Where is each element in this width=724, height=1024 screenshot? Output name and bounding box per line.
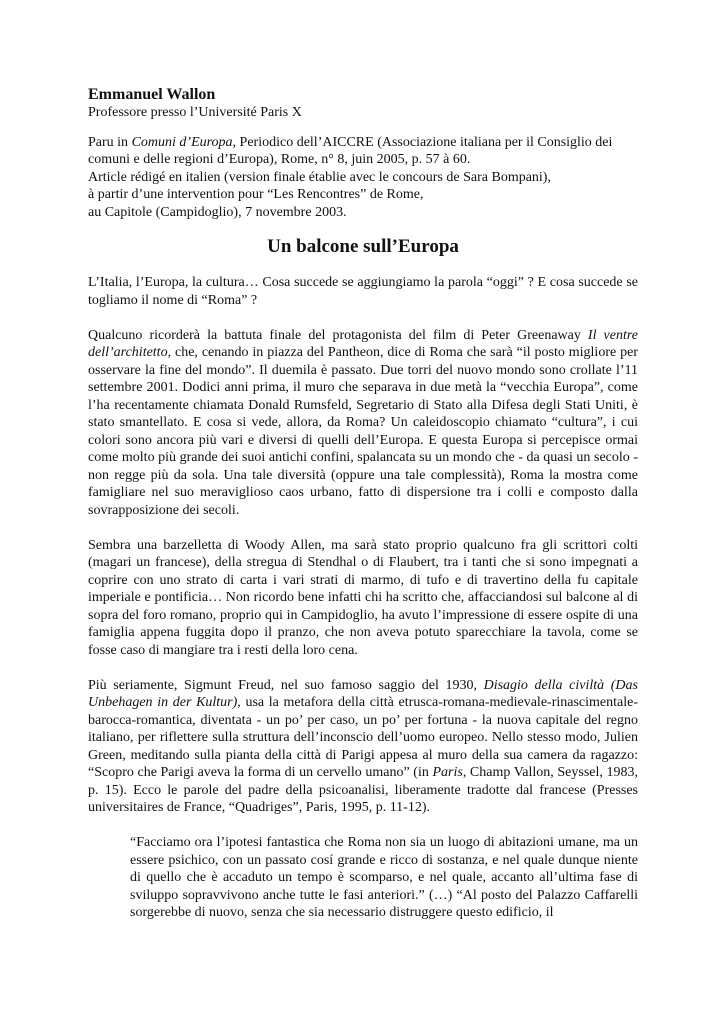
publication-line-2: Article rédigé en italien (version finale établie avec le concours de Sara Bompani), xyxy=(88,169,551,185)
publication-line-1: Paru in Comuni d’Europa, Periodico dell’AICCRE (Associazione italiana per il Consiglio dei comuni e delle regioni d’Europa), Rome, n° 8, juin 2005, p. 57 à 60. xyxy=(88,134,613,167)
journal-title: Comuni d’Europa xyxy=(131,134,233,150)
film-title: Il ventre dell’architetto xyxy=(88,327,638,360)
document-page xyxy=(88,86,638,936)
publication-line-3: à partir d’une intervention pour “Les Rencontres” de Rome, xyxy=(88,187,424,202)
paragraph-1: L’Italia, l’Europa, la cultura… Cosa succede se aggiungiamo la parola “oggi” ? E cosa succede se togliamo il nome di “Roma” ? xyxy=(88,275,638,308)
author-affiliation: Professore presso l’Université Paris X xyxy=(88,105,302,120)
essay-title: Disagio della civiltà (Das Unbehagen in der Kultur) xyxy=(88,677,638,710)
author-name: Emmanuel Wallon xyxy=(88,86,216,103)
publication-info xyxy=(88,134,638,222)
paragraph-4: Più seriamente, Sigmunt Freud, nel suo famoso saggio del 1930, Disagio della civiltà (Das Unbehagen in der Kultur), usa la metafora della città etrusca-romana-medievale-rinascimentale-barocca-romantica, diventata - un po’ per caso, un po’ per fortuna - la nuova capitale del regno italiano, per riflettere sulla struttura dell’inconscio dell’uomo europeo. Nello stesso modo, Julien Green, meditando sulla pianta della città di Parigi appesa al muro della sua camera da ragazzo: “Scopro che Parigi aveva la forma di un cervello umano” (in Paris, Champ Vallon, Seyssel, 1983, p. 15). Ecco le parole del padre della psicoanalisi, liberamente tradotte dal francese (Presses universitaires de France, “Quadriges”, Paris, 1995, p. 11-12). xyxy=(88,677,638,815)
article-title: Un balcone sull’Europa xyxy=(267,236,459,257)
block-quote: “Facciamo ora l’ipotesi fantastica che Roma non sia un luogo di abitazioni umane, ma un essere psichico, con un passato cosí grande e ricco di sostanza, e nel quale dunque niente di quello che è accaduto un tempo è scomparso, e nel quale, accanto all’ultima fase di sviluppo sopravvivono anche tutte le fasi anteriori.” (…) “Al posto del Palazzo Caffarelli sorgerebbe di nuovo, senza che sia necessario distruggere questo edificio, il xyxy=(130,835,638,920)
paragraph-2: Qualcuno ricorderà la battuta finale del protagonista del film di Peter Greenaway Il ventre dell’architetto, che, cenando in piazza del Pantheon, dice di Roma che sarà “il posto migliore per osservare la fine del mondo”. Il duemila è passato. Due torri del nuovo mondo sono crollate l’11 settembre 2001. Dodici anni prima, il muro che separava in due metà la “vecchia Europa”, come l’ha recentamente chiamata Donald Rumsfeld, Segretario di Stato alla Difesa degli Stati Uniti, è stato smantellato. E cosa si vede, allora, da Roma? Un caleidoscopio chiamato “cultura”, i cui colori sono ancora più vari e diversi di quelli dell’Europa. E questa Europa si percepisce ormai come molto più grande dei suoi antichi confini, spalancata su un mondo che - da quasi un secolo - non regge più da sola. Una tale diversità (oppure una tale complessità), Roma la mostra come famigliare nel suo meraviglioso caos urbano, fatto di dispersione tra i colli e composto dalla sovrapposizione dei secoli. xyxy=(88,327,638,518)
book-title: Paris xyxy=(432,765,463,780)
publication-line-4: au Capitole (Campidoglio), 7 novembre 2003. xyxy=(88,204,347,220)
paragraph-3: Sembra una barzelletta di Woody Allen, ma sarà stato proprio qualcuno fra gli scrittori colti (magari un francese), della stregua di Stendhal o di Flaubert, tra i tanti che si sono impegnati a coprire con uno strato di carta i vari strati di marmo, di tufo e di travertino della fu capitale imperiale e pontificia… Non ricordo bene infatti chi ha scritto che, affacciandosi sul balcone al di sopra del foro romano, proprio qui in Campidoglio, ha avuto l’impressione di essere ospite di una famiglia appena fuggita dopo il pranzo, che non aveva potuto sparecchiare la tavola, come se fosse caso di mangiare tra i resti della loro cena. xyxy=(88,537,638,658)
